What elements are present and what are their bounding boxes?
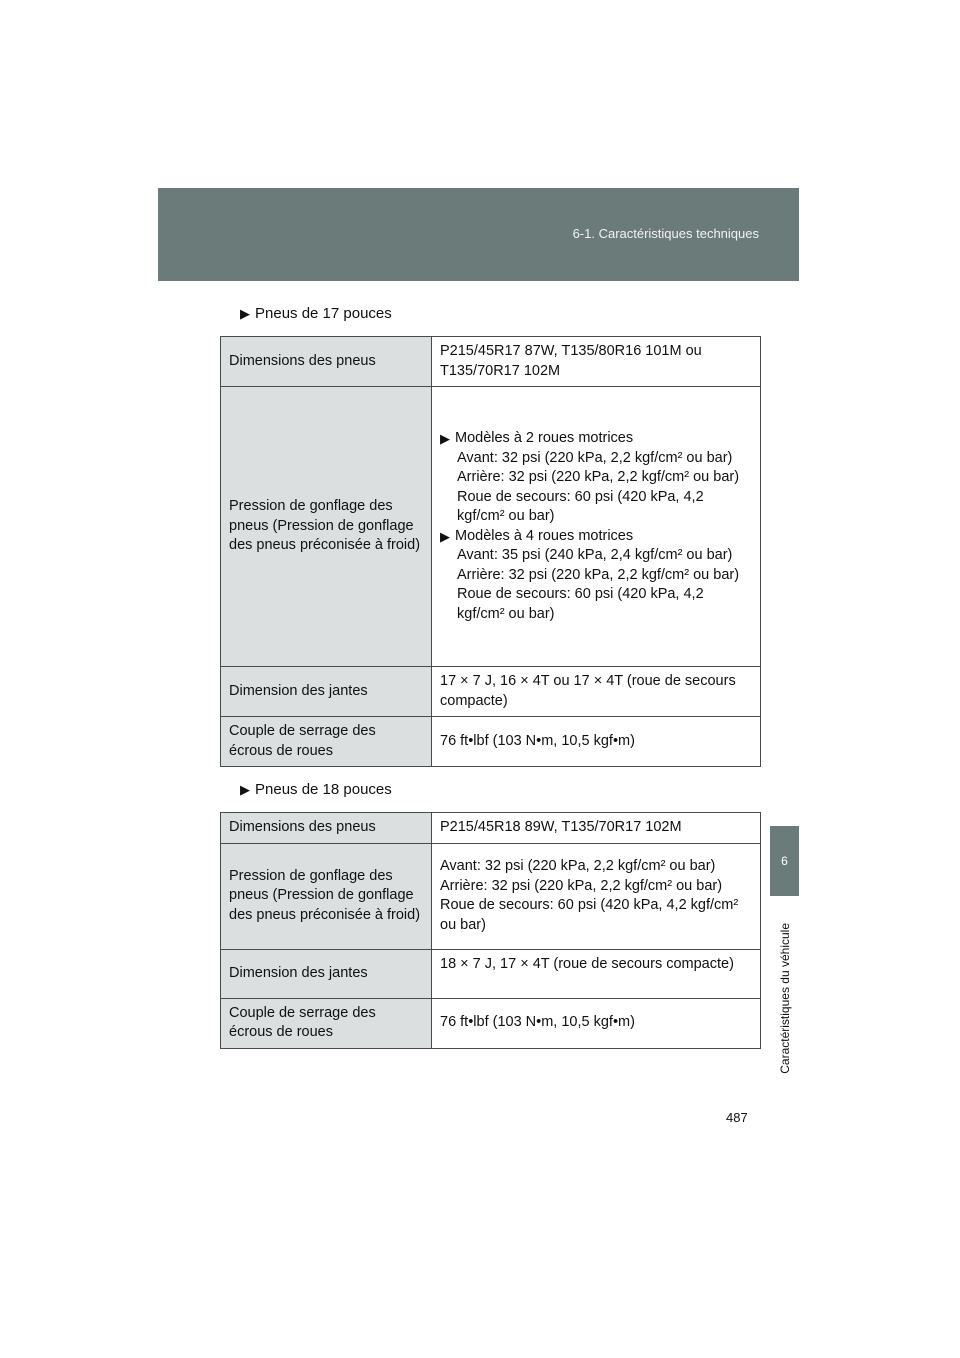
group-title: ▶ Modèles à 2 roues motrices [440, 430, 634, 446]
pressure-front: Avant: 32 psi (220 kPa, 2,2 kgf/cm² ou bar) [457, 449, 733, 466]
pressure-front: Avant: 32 psi (220 kPa, 2,2 kgf/cm² ou bar) [440, 858, 716, 874]
row-value: 17 × 7 J, 16 × 4T ou 17 × 4T (roue de secours compacte) [432, 667, 761, 717]
row-label: Dimension des jantes [221, 949, 432, 998]
chapter-tab-number: 6 [770, 826, 799, 896]
page-number: 487 [726, 1110, 748, 1125]
row-value: 76 ft•lbf (103 N•m, 10,5 kgf•m) [432, 998, 761, 1048]
table-row [221, 387, 761, 667]
pressure-rear: Arrière: 32 psi (220 kPa, 2,2 kgf/cm² ou bar) [457, 566, 740, 583]
triangle-bullet-icon: ▶ [240, 782, 250, 797]
row-label: Dimension des jantes [221, 667, 432, 717]
table-row [221, 843, 761, 949]
subsection-heading-18 [240, 781, 392, 798]
row-label: Pression de gonflage des pneus (Pression de gonflage des pneus préconisée à froid) [221, 387, 432, 667]
section-title: 6-1. Caractéristiques techniques [572, 226, 759, 241]
table-row [221, 667, 761, 717]
row-value: P215/45R18 89W, T135/70R17 102M [432, 813, 761, 844]
table-row [221, 337, 761, 387]
row-label: Dimensions des pneus [221, 813, 432, 844]
pressure-spare: Roue de secours: 60 psi (420 kPa, 4,2 kgf/cm² ou bar) [440, 897, 739, 933]
spec-table-17 [220, 336, 761, 767]
triangle-bullet-icon: ▶ [440, 431, 450, 446]
pressure-rear: Arrière: 32 psi (220 kPa, 2,2 kgf/cm² ou bar) [440, 877, 723, 894]
pressure-spare: Roue de secours: 60 psi (420 kPa, 4,2 kgf/cm² ou bar) [457, 586, 704, 622]
chapter-tab-label-box [770, 906, 799, 1090]
pressure-rear: Arrière: 32 psi (220 kPa, 2,2 kgf/cm² ou bar) [457, 469, 740, 485]
pressure-value-cell [432, 387, 761, 667]
triangle-bullet-icon: ▶ [240, 306, 250, 321]
table-row [221, 949, 761, 998]
row-value: 76 ft•lbf (103 N•m, 10,5 kgf•m) [432, 717, 761, 767]
row-label: Couple de serrage des écrous de roues [221, 717, 432, 767]
subsection-heading-17 [240, 305, 392, 322]
pressure-front: Avant: 35 psi (240 kPa, 2,4 kgf/cm² ou bar) [457, 547, 733, 563]
table-row [221, 717, 761, 767]
row-value: P215/45R17 87W, T135/80R16 101M ou T135/70R17 102M [432, 337, 761, 387]
group-title: ▶ Modèles à 4 roues motrices [440, 527, 634, 544]
row-label: Couple de serrage des écrous de roues [221, 998, 432, 1048]
triangle-bullet-icon: ▶ [440, 528, 450, 544]
subsection-heading-text: Pneus de 18 pouces [255, 781, 392, 798]
subsection-heading-text: Pneus de 17 pouces [255, 305, 392, 322]
table-row [221, 813, 761, 844]
spec-table-18 [220, 812, 761, 1049]
pressure-value-cell [432, 843, 761, 949]
row-value: 18 × 7 J, 17 × 4T (roue de secours compacte) [432, 949, 761, 998]
chapter-tab-label: Caractéristiques du véhicule [777, 922, 792, 1074]
pressure-spare: Roue de secours: 60 psi (420 kPa, 4,2 kgf/cm² ou bar) [457, 488, 704, 524]
row-label: Pression de gonflage des pneus (Pression de gonflage des pneus préconisée à froid) [221, 843, 432, 949]
section-header-band [158, 188, 799, 281]
table-row [221, 998, 761, 1048]
row-label: Dimensions des pneus [221, 337, 432, 387]
